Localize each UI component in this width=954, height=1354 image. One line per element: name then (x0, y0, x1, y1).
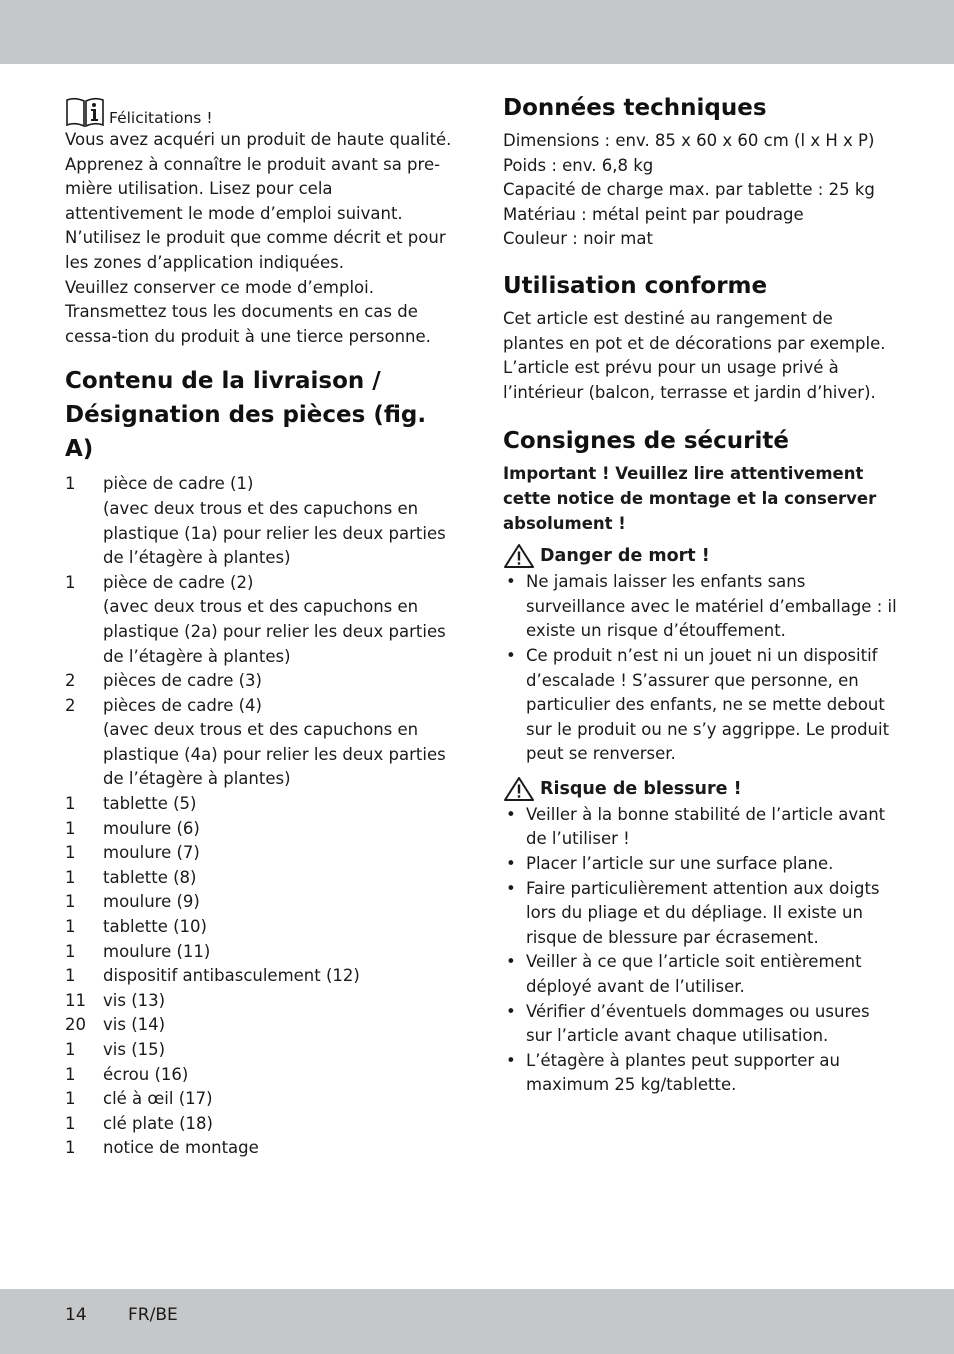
intro-paragraph: Transmettez tous les documents en cas de cessa-tion du produit à une tierce personne. (65, 302, 431, 346)
part-description: vis (13) (103, 990, 166, 1010)
danger-item: • Ne jamais laisser les enfants sans surveillance avec le matériel d’emballage : il existe un risque d’étouffement. (503, 570, 898, 644)
intro-line (65, 96, 455, 128)
part-row (65, 497, 455, 571)
part-quantity: 1 (65, 843, 76, 863)
part-description: (avec deux trous et des capuchons en plastique (4a) pour relier les deux parties de l’étagère à plantes) (103, 720, 446, 789)
part-description: moulure (11) (103, 941, 211, 961)
part-row (65, 792, 455, 817)
part-row (65, 595, 455, 669)
part-row (65, 841, 455, 866)
tech-heading: Données techniques (503, 95, 767, 121)
part-row (65, 989, 455, 1014)
tech-line: Matériau : métal peint par poudrage (503, 204, 804, 224)
intro-paragraph: N’utilisez le produit que comme décrit et pour les zones d’application indiquées. (65, 228, 446, 272)
part-row (65, 890, 455, 915)
part-quantity: 1 (65, 794, 76, 814)
injury-item: • Veiller à ce que l’article soit entièrement déployé avant de l’utiliser. (503, 950, 898, 999)
injury-heading: Risque de blessure ! (540, 778, 742, 799)
part-row (65, 1087, 455, 1112)
part-quantity (65, 497, 103, 571)
injury-heading-row (503, 775, 898, 803)
part-description: pièce de cadre (1) (103, 474, 254, 494)
safety-heading: Consignes de sécurité (503, 428, 789, 455)
part-quantity: 1 (65, 1064, 76, 1084)
injury-item: • Veiller à la bonne stabilité de l’article avant de l’utiliser ! (503, 803, 898, 852)
part-row (65, 1013, 455, 1038)
part-row (65, 817, 455, 842)
part-row (65, 1063, 455, 1088)
part-quantity: 1 (65, 1040, 76, 1059)
warning-triangle-icon (503, 776, 535, 802)
part-quantity: 1 (65, 818, 76, 838)
part-description: tablette (5) (103, 794, 197, 814)
part-description: vis (14) (103, 1015, 166, 1035)
use-heading: Utilisation conforme (503, 272, 768, 299)
danger-heading-row (503, 542, 898, 570)
tech-specs (503, 129, 898, 252)
part-row (65, 1112, 455, 1137)
part-row (65, 866, 455, 891)
part-description: (avec deux trous et des capuchons en plastique (2a) pour relier les deux parties de l’étagère à plantes) (103, 597, 446, 666)
part-quantity (65, 718, 103, 792)
part-quantity: 11 (65, 990, 86, 1010)
part-quantity (65, 595, 103, 669)
part-quantity: 20 (65, 1015, 86, 1035)
danger-heading: Danger de mort ! (540, 546, 710, 567)
part-description: tablette (8) (103, 867, 197, 887)
part-row (65, 472, 455, 497)
part-description: pièces de cadre (3) (103, 671, 262, 691)
use-paragraph: L’article est prévu pour un usage privé à l’intérieur (balcon, terrasse et jardin d’hiver). (503, 358, 876, 402)
danger-item: • Ce produit n’est ni un jouet ni un dispositif d’escalade ! S’assurer que personne, en particulier des enfants, ne se mette debout sur le produit ou ne s’y aggrippe. Le produit peut se renverser. (503, 644, 898, 767)
part-quantity: 1 (65, 1089, 76, 1109)
part-row (65, 1136, 455, 1161)
part-row (65, 571, 455, 596)
part-row (65, 915, 455, 940)
contents-heading: Contenu de la livraison / Désignation des pièces (fig. A) (65, 368, 427, 463)
page-number: 14 (65, 1305, 87, 1325)
intro-paragraph: Veuillez conserver ce mode d’emploi. (65, 277, 374, 297)
part-description: notice de montage (103, 1138, 259, 1158)
part-description: moulure (9) (103, 892, 200, 912)
tech-line: Couleur : noir mat (503, 229, 653, 249)
injury-list (503, 803, 898, 1098)
part-row (65, 718, 455, 792)
part-row (65, 1038, 455, 1063)
locale-label: FR/BE (128, 1305, 178, 1325)
part-quantity: 2 (65, 671, 76, 691)
tech-line: Dimensions : env. 85 x 60 x 60 cm (l x H x P) (503, 131, 875, 150)
use-paragraph: Cet article est destiné au rangement de plantes en pot et de décorations par exemple. (503, 308, 886, 353)
part-quantity: 1 (65, 1113, 76, 1133)
left-column (65, 90, 455, 1161)
header-band (0, 0, 954, 64)
right-column (503, 91, 898, 1098)
part-description: moulure (6) (103, 818, 200, 838)
part-row (65, 964, 455, 989)
part-row (65, 940, 455, 965)
part-description: clé plate (18) (103, 1113, 213, 1133)
part-quantity: 1 (65, 1138, 76, 1158)
part-quantity: 1 (65, 917, 76, 937)
injury-item: • Faire particulièrement attention aux doigts lors du pliage et du dépliage. Il existe un risque de blessure par écrasement. (503, 877, 898, 951)
part-description: dispositif antibasculement (12) (103, 966, 360, 986)
part-description: vis (15) (103, 1040, 166, 1059)
tech-line: Poids : env. 6,8 kg (503, 155, 654, 175)
part-quantity: 2 (65, 695, 76, 715)
part-description: écrou (16) (103, 1064, 189, 1084)
part-description: clé à œil (17) (103, 1089, 213, 1109)
info-book-icon (65, 96, 105, 128)
part-row (65, 669, 455, 694)
part-description: pièces de cadre (4) (103, 695, 262, 715)
danger-list (503, 570, 898, 767)
safety-important: Important ! Veuillez lire attentivement cette notice de montage et la conserver absolument ! (503, 464, 877, 533)
part-quantity: 1 (65, 867, 76, 887)
injury-item: • Placer l’article sur une surface plane. (503, 852, 898, 877)
part-quantity: 1 (65, 572, 76, 592)
part-description: (avec deux trous et des capuchons en plastique (1a) pour relier les deux parties de l’étagère à plantes) (103, 498, 446, 568)
tech-line: Capacité de charge max. par tablette : 25 kg (503, 180, 875, 200)
part-quantity: 1 (65, 892, 76, 912)
injury-item: • L’étagère à plantes peut supporter au maximum 25 kg/tablette. (503, 1049, 898, 1098)
use-text (503, 307, 898, 405)
intro-label: Félicitations ! (109, 109, 213, 127)
part-quantity: 1 (65, 941, 76, 961)
part-description: pièce de cadre (2) (103, 572, 254, 592)
injury-item: • Vérifier d’éventuels dommages ou usures sur l’article avant chaque utilisation. (503, 1000, 898, 1049)
warning-triangle-icon (503, 543, 535, 569)
part-description: tablette (10) (103, 917, 207, 937)
parts-list (65, 472, 455, 1161)
intro-paragraph: Vous avez acquéri un produit de haute qualité. Apprenez à connaître le produit avant sa pre-mière utilisation. Lisez pour cela attentivement le mode d’emploi suivant. (65, 130, 452, 223)
part-row (65, 694, 455, 719)
part-quantity: 1 (65, 474, 76, 494)
part-description: moulure (7) (103, 843, 200, 863)
part-quantity: 1 (65, 966, 76, 986)
